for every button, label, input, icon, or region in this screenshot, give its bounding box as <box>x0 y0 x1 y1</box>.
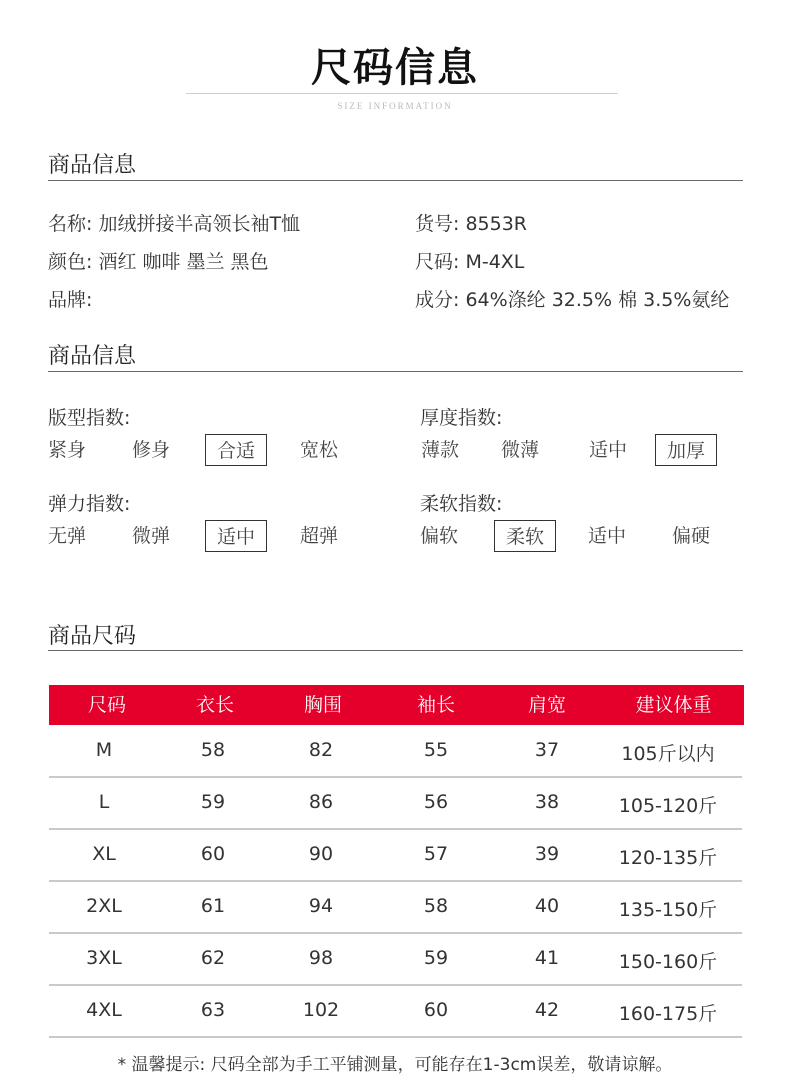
table-cell-chest: 102 <box>302 999 340 1021</box>
table-cell-shoulder: 39 <box>534 843 560 865</box>
table-cell-sleeve: 59 <box>423 947 449 969</box>
table-cell-chest: 90 <box>308 843 334 865</box>
thickness-option-thin: 薄款 <box>420 439 459 461</box>
fit-option-regular-selected: 合适 <box>205 434 267 466</box>
thickness-option-slightly-thin: 微薄 <box>500 439 539 461</box>
column-header-sleeve: 袖长 <box>416 694 455 716</box>
column-header-length: 衣长 <box>195 694 234 716</box>
table-row-divider <box>49 880 742 882</box>
product-size-range: 尺码: M-4XL <box>415 251 525 273</box>
thickness-option-medium: 适中 <box>588 439 627 461</box>
table-cell-size: 3XL <box>86 947 122 969</box>
section-divider <box>48 650 743 651</box>
table-cell-weight: 120-135斤 <box>618 847 718 869</box>
size-table-header <box>49 685 744 725</box>
softness-option-medium: 适中 <box>587 525 626 547</box>
table-cell-sleeve: 57 <box>423 843 449 865</box>
table-cell-size: 2XL <box>86 895 122 917</box>
table-cell-sleeve: 60 <box>423 999 449 1021</box>
page-subtitle: SIZE INFORMATION <box>337 101 453 111</box>
table-cell-sleeve: 55 <box>423 739 449 761</box>
elasticity-index-label: 弹力指数: <box>48 493 131 515</box>
table-cell-shoulder: 37 <box>534 739 560 761</box>
softness-option-very-soft-selected: 柔软 <box>494 520 556 552</box>
elasticity-option-super: 超弹 <box>299 525 338 547</box>
table-cell-size: M <box>95 739 113 761</box>
section-divider <box>48 371 743 372</box>
table-cell-size: 4XL <box>86 999 122 1021</box>
column-header-chest: 胸围 <box>303 694 342 716</box>
table-cell-shoulder: 40 <box>534 895 560 917</box>
product-material: 成分: 64%涤纶 32.5% 棉 3.5%氨纶 <box>415 289 730 311</box>
table-cell-shoulder: 42 <box>534 999 560 1021</box>
elasticity-option-none: 无弹 <box>47 525 86 547</box>
product-info-heading: 商品信息 <box>48 153 137 178</box>
table-cell-length: 60 <box>200 843 226 865</box>
table-cell-length: 59 <box>200 791 226 813</box>
table-cell-length: 63 <box>200 999 226 1021</box>
column-header-weight: 建议体重 <box>635 694 712 716</box>
fit-option-loose: 宽松 <box>299 439 338 461</box>
table-cell-length: 58 <box>200 739 226 761</box>
page-title: 尺码信息 <box>311 45 479 91</box>
fit-option-slim: 修身 <box>131 439 170 461</box>
softness-option-firm: 偏硬 <box>671 525 710 547</box>
table-row-divider <box>49 984 742 986</box>
thickness-option-thick-selected: 加厚 <box>655 434 717 466</box>
product-item-number: 货号: 8553R <box>415 213 527 235</box>
table-cell-chest: 98 <box>308 947 334 969</box>
softness-index-label: 柔软指数: <box>420 493 503 515</box>
column-header-shoulder: 肩宽 <box>527 694 566 716</box>
table-row-divider <box>49 776 742 778</box>
table-cell-chest: 94 <box>308 895 334 917</box>
table-cell-chest: 86 <box>308 791 334 813</box>
section-divider <box>48 180 743 181</box>
table-cell-shoulder: 38 <box>534 791 560 813</box>
product-brand: 品牌: <box>48 289 93 311</box>
title-divider <box>186 93 618 94</box>
measurement-note: * 温馨提示: 尺码全部为手工平铺测量，可能存在1-3cm误差，敬请谅解。 <box>117 1055 673 1075</box>
table-cell-weight: 105-120斤 <box>618 795 718 817</box>
column-header-size: 尺码 <box>87 694 126 716</box>
fit-index-label: 版型指数: <box>48 407 131 429</box>
table-cell-size: L <box>98 791 110 813</box>
table-row-divider <box>49 1036 742 1038</box>
softness-option-soft: 偏软 <box>419 525 458 547</box>
table-row-divider <box>49 828 742 830</box>
table-cell-size: XL <box>92 843 116 865</box>
table-cell-weight: 160-175斤 <box>618 1003 718 1025</box>
fit-option-tight: 紧身 <box>47 439 86 461</box>
elasticity-option-medium-selected: 适中 <box>205 520 267 552</box>
table-cell-sleeve: 56 <box>423 791 449 813</box>
table-cell-sleeve: 58 <box>423 895 449 917</box>
table-row-divider <box>49 932 742 934</box>
table-cell-weight: 150-160斤 <box>618 951 718 973</box>
elasticity-option-slight: 微弹 <box>131 525 170 547</box>
size-table-heading: 商品尺码 <box>48 624 137 649</box>
table-cell-shoulder: 41 <box>534 947 560 969</box>
table-cell-weight: 135-150斤 <box>618 899 718 921</box>
thickness-index-label: 厚度指数: <box>420 407 503 429</box>
table-cell-chest: 82 <box>308 739 334 761</box>
product-colors: 颜色: 酒红 咖啡 墨兰 黑色 <box>48 251 269 273</box>
product-name: 名称: 加绒拼接半高领长袖T恤 <box>48 213 301 235</box>
indices-heading: 商品信息 <box>48 344 137 369</box>
table-cell-weight: 105斤以内 <box>621 743 715 765</box>
table-cell-length: 61 <box>200 895 226 917</box>
table-cell-length: 62 <box>200 947 226 969</box>
